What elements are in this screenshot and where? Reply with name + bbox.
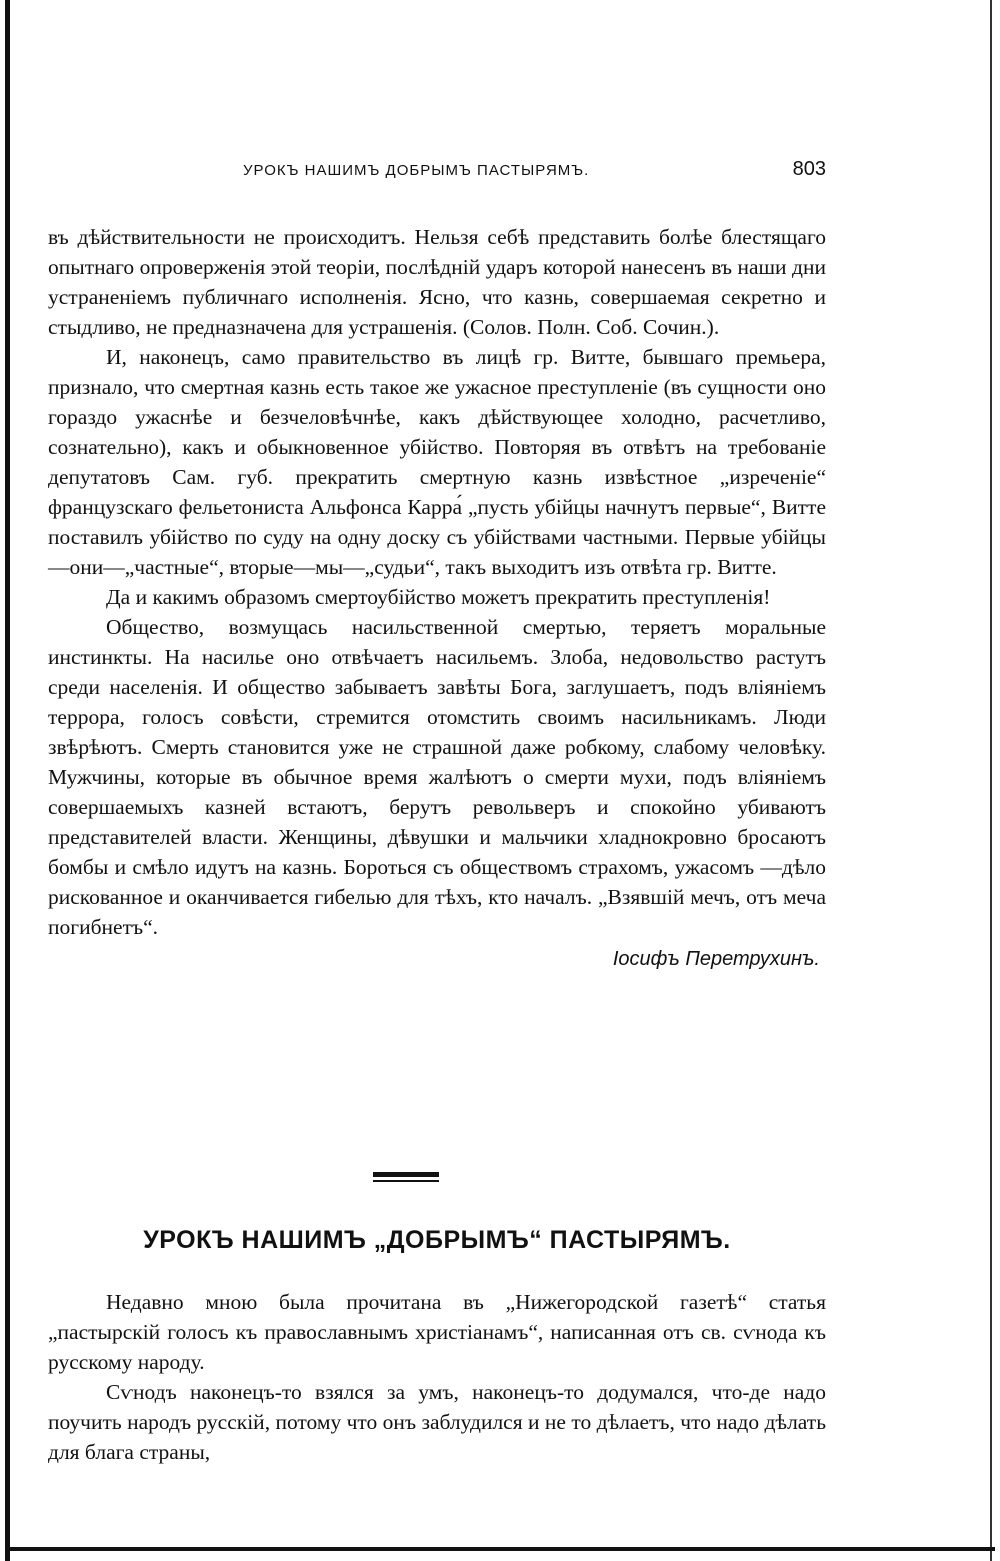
paragraph: Общество, возмущась насильственной смертью, теряетъ моральные инстинкты. На насилье оно отвѣчаетъ насильемъ. Злоба, недовольство растутъ среди населенія. И общество забываетъ завѣты Бога, заглушаетъ, подъ вліяніемъ террора, голосъ совѣсти, стремится отомстить своимъ насильникамъ. Люди звѣрѣютъ. Смерть становится уже не страшной даже робкому, слабому человѣку. Мужчины, которые въ обычное время жалѣютъ о смерти мухи, подъ вліяніемъ совершаемыхъ казней встаютъ, берутъ револьверъ и спокойно убиваютъ представителей власти. Женщины, дѣвушки и мальчики хладнокровно бросаютъ бомбы и смѣло идутъ на казнь. Бороться съ обществомъ страхомъ, ужасомъ —дѣло рискованное и оканчивается гибелью для тѣхъ, кто началъ. „Взявшій мечъ, отъ меча погибнетъ“. (48, 615, 826, 939)
paragraph: Сѵнодъ наконецъ-то взялся за умъ, наконецъ-то додумался, что-де надо поучить народъ русскій, потому что онъ заблудился и не то дѣлаетъ, что надо дѣлать для блага страны, (48, 1380, 826, 1464)
page-frame-right-border (990, 0, 992, 1561)
running-title: УРОКЪ НАШИМЪ ДОБРЫМЪ ПАСТЫРЯМЪ. (243, 162, 590, 179)
section-divider (373, 1172, 439, 1186)
paragraph: въ дѣйствительности не происходитъ. Нельзя себѣ представить болѣе блестящаго опытнаго опроверженія этой теоріи, послѣдній ударъ которой нанесенъ въ наши дни устраненіемъ публичнаго исполненія. Ясно, что казнь, совершаемая секретно и стыдливо, не предназначена для устрашенія. (Солов. Полн. Соб. Сочин.). (48, 225, 826, 339)
paragraph: Да и какимъ образомъ смертоубійство можетъ прекратить преступленія! (106, 585, 771, 609)
previous-article-body (48, 222, 826, 976)
author-signature: Іосифъ Перетрухинъ. (612, 948, 820, 970)
article-heading: УРОКЪ НАШИМЪ „ДОБРЫМЪ“ ПАСТЫРЯМЪ. (143, 1226, 731, 1254)
page-frame-bottom-border (5, 1547, 995, 1551)
divider-thin-line (373, 1180, 439, 1182)
divider-thick-line (373, 1172, 439, 1177)
article-body (48, 1287, 826, 1467)
paragraph: И, наконецъ, само правительство въ лицѣ гр. Витте, бывшаго премьера, признало, что смертная казнь есть такое же ужасное преступленіе (въ сущности оно гораздо ужаснѣе и безчеловѣчнѣе, какъ дѣйствующее холодно, расчетливо, сознательно), какъ и обыкновенное убійство. Повторяя въ отвѣтъ на требованіе депутатовъ Сам. губ. прекратить смертную казнь извѣстное „изреченіе“ французскаго фельетониста Альфонса Карра́ „пусть убійцы начнутъ первые“, Витте поставилъ убійство по суду на одну доску съ убійствами частными. Первые убійцы—они—„частные“, вторые—мы—„судьи“, такъ выходитъ изъ отвѣта гр. Витте. (48, 345, 826, 579)
running-header (48, 158, 826, 188)
paragraph: Недавно мною была прочитана въ „Нижегородской газетѣ“ статья „пастырскій голосъ къ православнымъ христіанамъ“, написанная отъ св. сѵнода къ русскому народу. (48, 1290, 826, 1374)
page-frame-left-border (5, 0, 10, 1561)
page-number: 803 (792, 158, 826, 180)
